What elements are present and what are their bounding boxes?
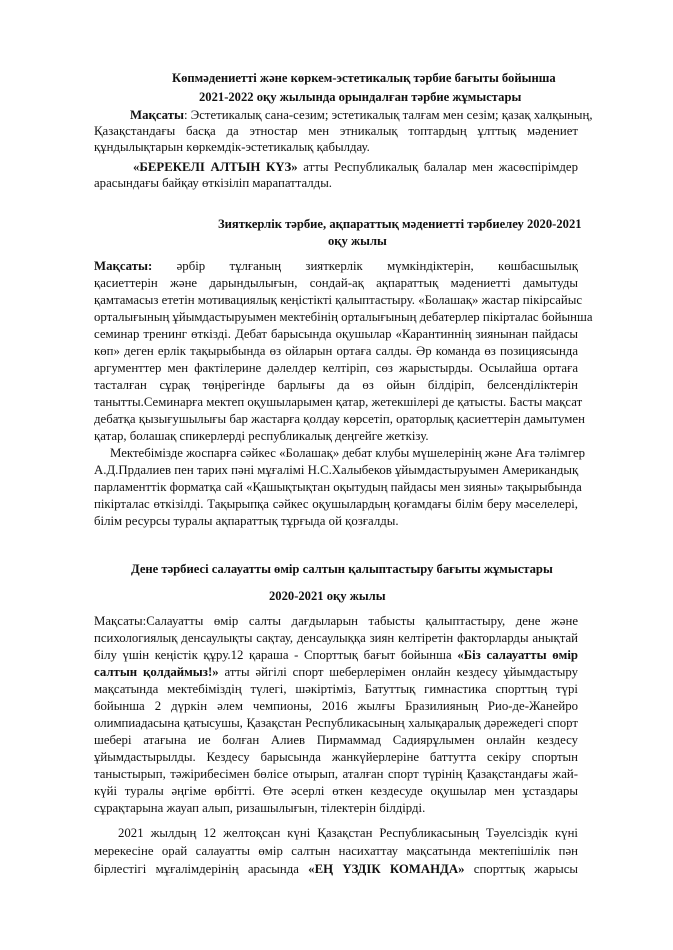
section3-heading-line1: Дене тәрбиесі салауатты өмір салтын қалыптастыру бағыты жұмыстары: [131, 562, 553, 576]
section2-para2-line: Мектебімізде жоспарға сәйкес «Болашақ» дебат клубы мүшелерінің және Аға тәлімгер: [110, 446, 586, 460]
goal-label: Мақсаты: [130, 108, 185, 122]
section2-para2-line: пікірталас өткізілді. Тақырыпқа сәйкес оқушылардың қоғамдағы білім беру мәселелері,: [94, 497, 578, 511]
section3-para-line: Мақсаты:Салауатты өмір салты дағдыларын табысты қалыптастыру, дене және: [94, 614, 578, 628]
section3-para-line: таныстырып, тәжірибесімен бөлісе отырып, аталған спорт түрінің Қазақстандағы жай-: [94, 767, 578, 781]
section2-para-line: дебатқа қызығушылығы бар жастарға қолдау көрсетіп, ораторлық қасиеттерін дамытумен: [94, 412, 585, 426]
section2-para-line: танытты.Семинарға мектеп оқушыларымен қатар, жетекшілері де қатысты. Басты мақсат: [94, 395, 583, 409]
section1-event-line1: [133, 159, 578, 175]
section1-goal-line1: [130, 107, 593, 123]
section3-para-line: шебері атағына ие болған Алиев Пирмаммад Садиярұлымен онлайн кездесу: [94, 733, 578, 747]
section2-para-line: көп» деген ерлік тақырыбында өз ойларын ортаға салды. Әр команда өз позициясында: [94, 344, 578, 358]
section2-para-line: семинар тренинг өткізді. Дебат барысында оқушылар «Карантиннің зиянынан пайдасы: [94, 327, 578, 341]
section3-para2-line: мерекесіне орай салауатты өмір салтын насихаттау мақсатында мектепішілік пән: [94, 844, 578, 858]
section2-para-line: қасиеттерін және дарындылығын, сондай-ақ ақпараттық мәдениетті дамытуды: [94, 276, 578, 290]
section2-heading-line2: оқу жылы: [328, 234, 387, 248]
section3-para-line: олимпиадасына қатысушы, Қазақстан Республикасының халықаралық дәрежедегі спорт: [94, 716, 578, 730]
section3-para-line: бойынша 2 дүркін әлем чемпионы, 2016 жылғы Бразилияның Рио-де-Жанейро: [94, 699, 578, 713]
section3-para-line: мақсатында мектебіміздің түлегі, шәкіртіміз, Батуттық гимнастика спорттың түрі: [94, 682, 578, 696]
goal-text: : Эстетикалық сана-сезим; эстетикалық талғам мен сезім; қазақ халқының,: [184, 108, 593, 122]
section3-para-line: сұрақтарына жауап алып, ризашылығын, тілектерін білдірді.: [94, 801, 426, 815]
slogan-text: «Біз салауатты өмір: [457, 648, 578, 662]
section2-heading-line1: Зияткерлік тәрбие, ақпараттық мәдениетті тәрбиелеу 2020-2021: [218, 217, 582, 231]
section3-para-line: салтын қолдаймыз!» атты әйгілі спорт шеберлерімен онлайн кездесу ұйымдастыру: [94, 665, 578, 679]
section2-para-line: тасталған сұрақ төңірегінде барлығы да өз ойын білдіріп, белсенділіктерін: [94, 378, 578, 392]
section3-para-line: білу үшін кеңістік құру.12 қараша - Спорттық бағыт бойынша «Біз салауатты өмір: [94, 648, 578, 662]
section2-para2-line: білім ресурсы туралы ақпараттық тұрғыда ой қозғалды.: [94, 514, 399, 528]
section2-para-line: қатар, болашақ спикерлерді республикалық деңгейге жеткізу.: [94, 429, 429, 443]
section1-goal-line2: Қазақстандағы басқа да этностар мен этникалық топтардың ұлттық мәдениет: [94, 124, 578, 138]
section3-para2-line: 2021 жылдың 12 желтоқсан күні Қазақстан Республикасының Тәуелсіздік күні: [118, 826, 578, 840]
section1-goal-line3: құндылықтарын көркемдік-эстетикалық қабылдау.: [94, 140, 370, 154]
section2-para-line: орталығының ұйымдастыруымен мектебінің орталығының дебатерлер пікірталас бойынша: [94, 310, 593, 324]
section2-para-line: Мақсаты: әрбір тұлғаның зияткерлік мүмкіндіктерін, көшбасшылық: [94, 259, 578, 273]
section1-heading-line1: Көпмәдениетті және көркем-эстетикалық тәрбие бағыты бойынша: [172, 71, 556, 85]
section2-goal-label: Мақсаты:: [94, 259, 153, 273]
section3-para-line: психологиялық денсаулықты сақтау, денсаулыққа зиян келтіретін факторларды анықтай: [94, 631, 578, 645]
section3-para2-line: бірлестігі мұғалімдерінің арасында «ЕҢ ҮЗДІК КОМАНДА» спорттық жарысы: [94, 862, 578, 876]
event-text: атты Республикалық балалар мен жасөспірімдер: [297, 160, 578, 174]
section2-para-line: аргументтер мен фактілерине дәлелдер келтіріп, сөз жарыстырды. Осылайша ортаға: [94, 361, 578, 375]
section2-para2-line: А.Д.Прдалиев пен тарих пәні мұғалімі Н.С.Халыбеков ұйымдастыруымен Американдық: [94, 463, 579, 477]
section2-para-line: қамтамасыз ететін мотивациялық кеңістікті қалыптастыру. «Болашақ» жастар пікірсайыс: [94, 293, 583, 307]
section2-para2-line: парламенттік форматқа сай «Қашықтықтан оқытудың пайдасы мен зияны» тақырыбында: [94, 480, 582, 494]
event-name: «БЕРЕКЕЛІ АЛТЫН КҮЗ»: [133, 160, 298, 174]
section3-para-line: ұйымдастырылды. Кездесу барысында жанкүйерлеріне баттутта секіру спортын: [94, 750, 578, 764]
section1-heading-line2: 2021-2022 оқу жылында орындалған тәрбие жұмыстары: [199, 90, 522, 104]
section1-event-line2: арасындағы байқау өткізіліп марапатталды.: [94, 176, 332, 190]
section3-heading-line2: 2020-2021 оқу жылы: [269, 589, 386, 603]
team-name: «ЕҢ ҮЗДІК КОМАНДА»: [308, 862, 465, 876]
section3-para-line: күйі туралы әңгіме өрбітті. Өте әсерлі өткен кездесуде оқушылар мен ұстаздары: [94, 784, 578, 798]
slogan-text-end: салтын қолдаймыз!»: [94, 665, 219, 679]
